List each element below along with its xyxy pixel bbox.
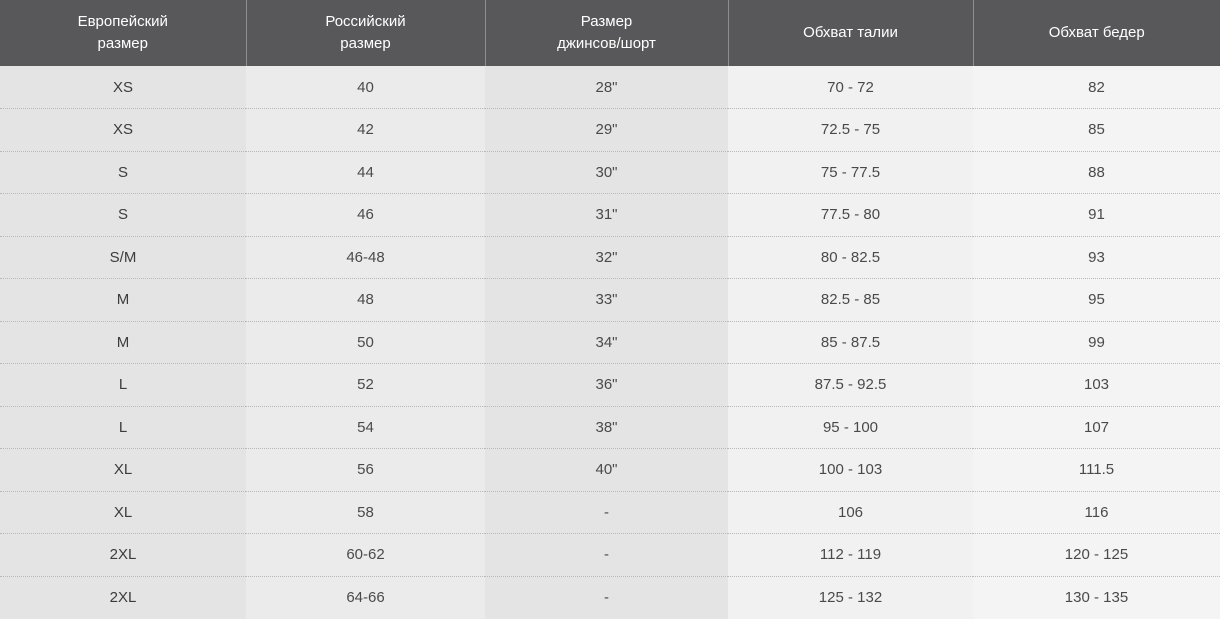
table-cell: 36"	[485, 364, 728, 407]
table-cell: 111.5	[973, 449, 1220, 492]
table-cell: M	[0, 279, 246, 322]
column-header-line: размер	[340, 35, 391, 52]
table-cell: 29"	[485, 109, 728, 152]
table-cell: 38"	[485, 406, 728, 449]
table-cell: 103	[973, 364, 1220, 407]
column-header-line: размер	[97, 35, 148, 52]
table-row	[0, 279, 1220, 322]
table-cell: 46-48	[246, 236, 485, 279]
table-cell: 46	[246, 194, 485, 237]
table-cell: 40"	[485, 449, 728, 492]
table-cell: 95 - 100	[728, 406, 973, 449]
table-header-row	[0, 0, 1220, 66]
table-row	[0, 151, 1220, 194]
table-row	[0, 576, 1220, 619]
table-row	[0, 236, 1220, 279]
table-cell: 28"	[485, 66, 728, 109]
table-header	[0, 0, 1220, 66]
table-cell: 88	[973, 151, 1220, 194]
table-cell: 93	[973, 236, 1220, 279]
table-cell: 95	[973, 279, 1220, 322]
table-cell: 48	[246, 279, 485, 322]
table-cell: 33"	[485, 279, 728, 322]
table-cell: 87.5 - 92.5	[728, 364, 973, 407]
column-header-line: Размер	[580, 13, 633, 31]
table-row	[0, 534, 1220, 577]
table-cell: 82	[973, 66, 1220, 109]
table-cell: 106	[728, 491, 973, 534]
table-row	[0, 491, 1220, 534]
table-cell: 52	[246, 364, 485, 407]
column-header-waist-circumference	[728, 0, 973, 66]
table-cell: 85	[973, 109, 1220, 152]
column-header-line: Обхват бедер	[1048, 24, 1145, 42]
table-cell: 2XL	[0, 534, 246, 577]
table-cell: 82.5 - 85	[728, 279, 973, 322]
table-cell: 130 - 135	[973, 576, 1220, 619]
table-cell: 44	[246, 151, 485, 194]
table-cell: 125 - 132	[728, 576, 973, 619]
column-header-line: Обхват талии	[803, 24, 898, 42]
table-cell: 99	[973, 321, 1220, 364]
table-cell: -	[485, 576, 728, 619]
table-cell: 77.5 - 80	[728, 194, 973, 237]
table-cell: 56	[246, 449, 485, 492]
table-cell: 40	[246, 66, 485, 109]
column-header-line: Российский	[325, 13, 406, 31]
table-cell: 58	[246, 491, 485, 534]
table-cell: XL	[0, 449, 246, 492]
table-row	[0, 194, 1220, 237]
table-cell: 116	[973, 491, 1220, 534]
table-row	[0, 109, 1220, 152]
table-row	[0, 364, 1220, 407]
table-cell: 2XL	[0, 576, 246, 619]
table-cell: 64-66	[246, 576, 485, 619]
table-cell: S	[0, 151, 246, 194]
table-row	[0, 449, 1220, 492]
table-cell: 112 - 119	[728, 534, 973, 577]
table-cell: 91	[973, 194, 1220, 237]
table-cell: 120 - 125	[973, 534, 1220, 577]
table-cell: M	[0, 321, 246, 364]
table-cell: 54	[246, 406, 485, 449]
table-row	[0, 66, 1220, 109]
table-cell: S	[0, 194, 246, 237]
table-cell: -	[485, 491, 728, 534]
table-cell: L	[0, 406, 246, 449]
table-cell: XL	[0, 491, 246, 534]
table-cell: 100 - 103	[728, 449, 973, 492]
table-cell: 30"	[485, 151, 728, 194]
table-cell: XS	[0, 109, 246, 152]
table-cell: 32"	[485, 236, 728, 279]
column-header-line: джинсов/шорт	[557, 35, 656, 52]
table-cell: 60-62	[246, 534, 485, 577]
table-cell: 107	[973, 406, 1220, 449]
column-header-european-size	[0, 0, 246, 66]
table-cell: 34"	[485, 321, 728, 364]
table-cell: L	[0, 364, 246, 407]
column-header-russian-size	[246, 0, 485, 66]
table-cell: -	[485, 534, 728, 577]
table-cell: XS	[0, 66, 246, 109]
table-cell: 80 - 82.5	[728, 236, 973, 279]
column-header-hip-circumference	[973, 0, 1220, 66]
table-cell: 42	[246, 109, 485, 152]
table-row	[0, 406, 1220, 449]
table-cell: 70 - 72	[728, 66, 973, 109]
table-cell: 31"	[485, 194, 728, 237]
table-cell: 72.5 - 75	[728, 109, 973, 152]
table-row	[0, 321, 1220, 364]
table-body	[0, 66, 1220, 619]
column-header-jeans-shorts-size	[485, 0, 728, 66]
table-cell: 50	[246, 321, 485, 364]
column-header-line: Европейский	[77, 13, 168, 31]
table-cell: S/M	[0, 236, 246, 279]
table-cell: 75 - 77.5	[728, 151, 973, 194]
table-cell: 85 - 87.5	[728, 321, 973, 364]
